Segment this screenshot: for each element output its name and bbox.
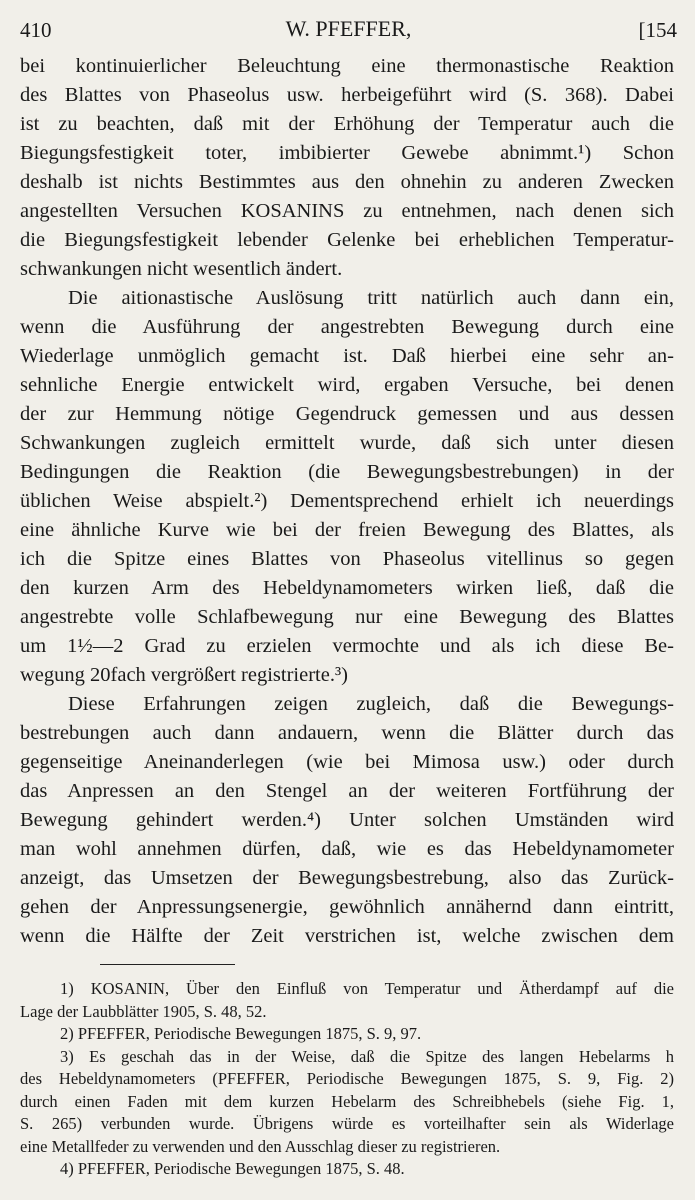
footnote-line: S. 265) verbunden wurde. Übrigens würde es vorteilhafter sein als Widerlage — [20, 1114, 674, 1133]
footnote-line: 1) KOSANIN, Über den Einfluß von Temperatur und Ätherdampf auf die — [60, 979, 674, 998]
text-line: Bewegung gehindert werden.⁴) Unter solchen Umständen wird — [20, 809, 674, 831]
running-title: W. PFEFFER, — [285, 16, 412, 41]
footnote-line: Lage der Laubblätter 1905, S. 48, 52. — [20, 1001, 267, 1021]
footnote-line: des Hebeldynamometers (PFEFFER, Periodische Bewegungen 1875, S. 9, Fig. 2) — [20, 1069, 674, 1088]
text-line: sehnliche Energie entwickelt wird, ergaben Versuche, bei denen — [20, 374, 674, 396]
text-line: ich die Spitze eines Blattes von Phaseolus vitellinus so gegen — [20, 548, 674, 570]
text-line: deshalb ist nichts Bestimmtes aus den ohnehin zu anderen Zwecken — [20, 171, 674, 193]
text-line: Bedingungen die Reaktion (die Bewegungsbestrebungen) in der — [20, 461, 674, 483]
text-line: schwankungen nicht wesentlich ändert. — [20, 258, 343, 280]
text-line: anzeigt, das Umsetzen der Bewegungsbestrebung, also das Zurück- — [20, 867, 674, 889]
text-line: angestrebte volle Schlafbewegung nur eine Bewegung des Blattes — [20, 606, 674, 628]
text-line: üblichen Weise abspielt.²) Dementsprechend erhielt ich neuerdings — [20, 490, 674, 512]
text-line: ist zu beachten, daß mit der Erhöhung der Temperatur auch die — [20, 113, 674, 135]
page-header — [20, 16, 677, 46]
text-line: wenn die Ausführung der angestrebten Bewegung durch eine — [20, 316, 674, 338]
footnote-line: 4) PFEFFER, Periodische Bewegungen 1875, S. 48. — [60, 1159, 405, 1178]
text-line: eine ähnliche Kurve wie bei der freien Bewegung des Blattes, als — [20, 519, 674, 541]
text-line: bestrebungen auch dann andauern, wenn die Blätter durch das — [20, 722, 674, 744]
footnote-divider — [100, 964, 235, 965]
text-line: um 1½—2 Grad zu erzielen vermochte und als ich diese Be- — [20, 635, 674, 657]
text-line: Biegungsfestigkeit toter, imbibierter Gewebe abnimmt.¹) Schon — [20, 142, 674, 164]
page-number: 410 — [20, 18, 52, 42]
text-line: wenn die Hälfte der Zeit verstrichen ist, welche zwischen dem — [20, 925, 674, 947]
text-line: bei kontinuierlicher Beleuchtung eine thermonastische Reaktion — [20, 55, 674, 77]
text-line: den kurzen Arm des Hebeldynamometers wirken ließ, daß die — [20, 577, 674, 599]
text-line: wegung 20fach vergrößert registrierte.³) — [20, 664, 348, 686]
text-line: Schwankungen zugleich ermittelt wurde, daß sich unter diesen — [20, 432, 674, 454]
footnote-line: eine Metallfeder zu verwenden und den Ausschlag dieser zu registrieren. — [20, 1136, 501, 1156]
text-line: Die aitionastische Auslösung tritt natürlich auch dann ein, — [68, 287, 674, 309]
bracket-reference: [154 — [638, 18, 677, 42]
text-line: Wiederlage unmöglich gemacht ist. Daß hierbei eine sehr an- — [20, 345, 674, 367]
text-line: man wohl annehmen dürfen, daß, wie es das Hebeldynamometer — [20, 838, 674, 860]
main-text — [20, 52, 674, 951]
footnote-line: 3) Es geschah das in der Weise, daß die Spitze des langen Hebelarms h — [60, 1046, 674, 1066]
footnotes — [20, 978, 674, 1181]
footnote-line: 2) PFEFFER, Periodische Bewegungen 1875, S. 9, 97. — [60, 1024, 422, 1043]
text-line: der zur Hemmung nötige Gegendruck gemessen und aus dessen — [20, 403, 674, 425]
text-line: gehen der Anpressungsenergie, gewöhnlich annähernd dann eintritt, — [20, 896, 674, 918]
footnote-line: durch einen Faden mit dem kurzen Hebelarm des Schreibhebels (siehe Fig. 1, — [20, 1091, 674, 1111]
text-line: des Blattes von Phaseolus usw. herbeigeführt wird (S. 368). Dabei — [20, 84, 674, 106]
text-line: die Biegungsfestigkeit lebender Gelenke bei erheblichen Temperatur- — [20, 229, 674, 251]
text-line: das Anpressen an den Stengel an der weiteren Fortführung der — [20, 780, 674, 802]
text-line: gegenseitige Aneinanderlegen (wie bei Mimosa usw.) oder durch — [20, 751, 674, 773]
text-line: angestellten Versuchen KOSANINS zu entnehmen, nach denen sich — [20, 200, 674, 222]
text-line: Diese Erfahrungen zeigen zugleich, daß die Bewegungs- — [68, 693, 674, 715]
